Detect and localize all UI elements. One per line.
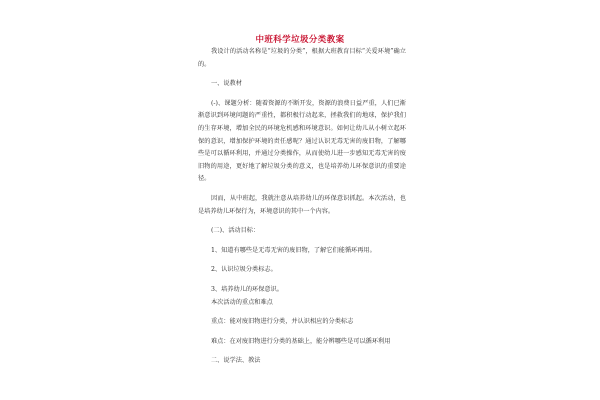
analysis-paragraph: (-)、课题分析：随着资源的不断开发，资源的浪费日益严重，人们已渐渐意识到环境问题的严重性，都积极行动起来，拯救我们的地球，保护我们的生存环境，增加全民的环境危机感和环境意识。如何让幼儿从小树立起环保的意识，增加保护环境的责任感呢？通过认识无毒无害的废旧物，了解哪些是可以循环利用，并通过分类操作，从而使幼儿进一步感知无毒无害的废旧物的用途，更好地了解垃圾分类的意义，也是培养幼儿环保意识的重要途径。 bbox=[198, 99, 406, 183]
goal-item: 1、知道有哪些是无毒无害的废旧物，了解它们能循环再用。 bbox=[211, 246, 376, 254]
goal-item: 2、认识垃圾分类标志。 bbox=[211, 266, 277, 274]
section-heading-methods: 二、说学法、教法 bbox=[211, 357, 261, 365]
difficult-point: 难点：在对废旧物进行分类的基础上，能分辨哪些是可以循环利用 bbox=[211, 337, 391, 345]
document-title: 中班科学垃圾分类教案 bbox=[255, 35, 345, 45]
goals-heading: (二)、活动目标： bbox=[211, 227, 260, 235]
key-point: 重点：能对废旧物进行分类，并认识相应的分类标志 bbox=[211, 318, 354, 326]
spacer bbox=[198, 348, 406, 355]
context-paragraph: 因而，从中班起，我就注意从培养幼儿的环保意识抓起。本次活动，也是培养幼儿环保行为，环境意识的其中一个内容。 bbox=[198, 194, 406, 215]
key-points-heading: 本次活动的重点和难点 bbox=[211, 298, 273, 306]
intro-paragraph: 我设计的活动名称是“垃圾的分类”，根据大班教育目标“关爱环境”确立的。 bbox=[198, 48, 406, 68]
spacer bbox=[198, 277, 406, 284]
spacer bbox=[198, 257, 406, 264]
spacer bbox=[198, 329, 406, 336]
spacer bbox=[198, 91, 406, 98]
spacer bbox=[198, 218, 406, 225]
spacer bbox=[198, 309, 406, 316]
section-heading-materials: 一、说教材 bbox=[211, 80, 242, 88]
goal-item: 3、培养幼儿的环保意识。 bbox=[211, 285, 283, 293]
spacer bbox=[198, 238, 406, 245]
spacer bbox=[198, 71, 406, 78]
document-body bbox=[198, 46, 406, 368]
spacer bbox=[198, 186, 406, 193]
